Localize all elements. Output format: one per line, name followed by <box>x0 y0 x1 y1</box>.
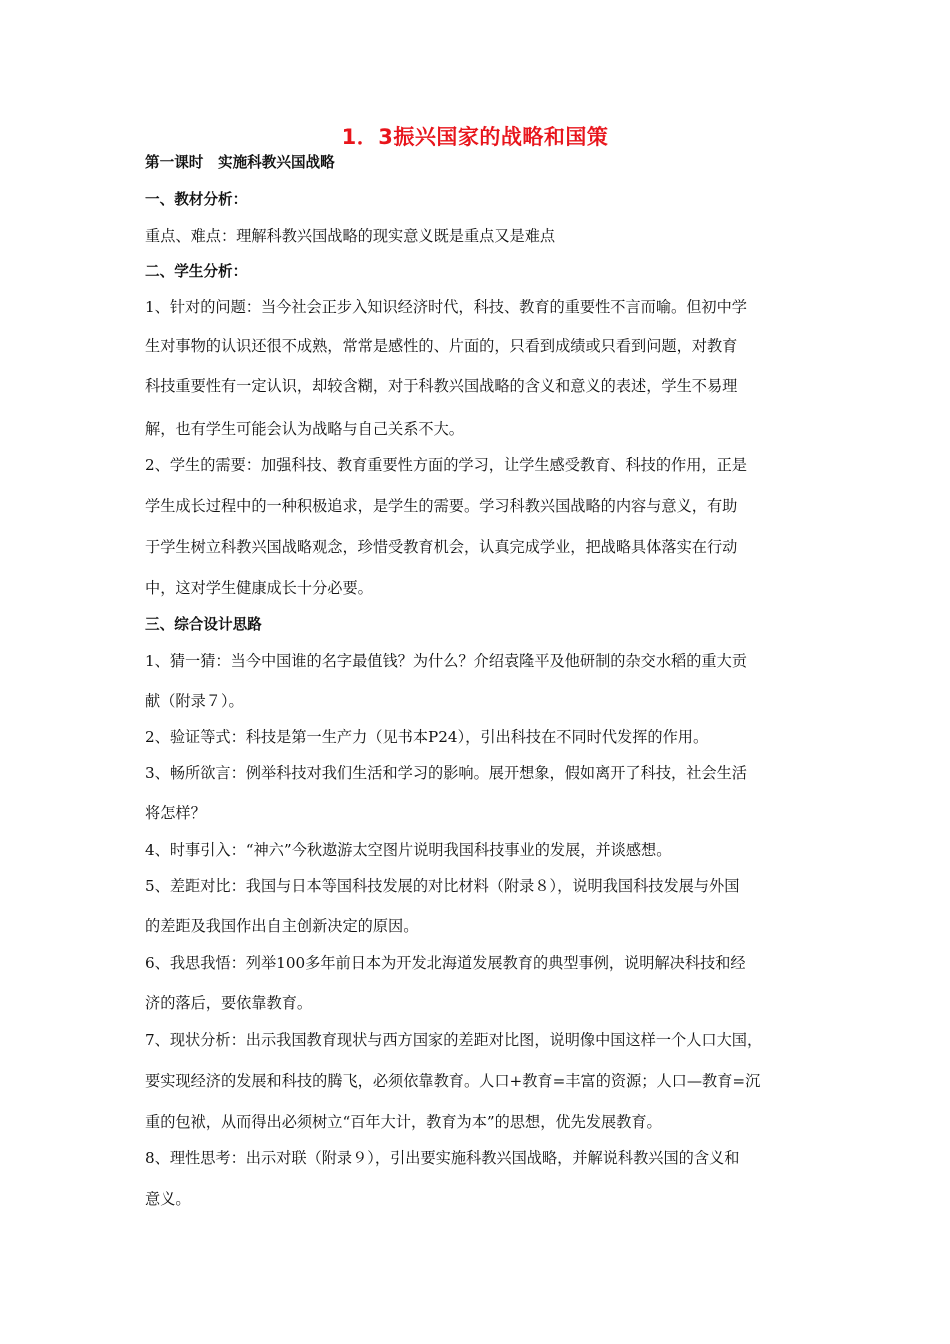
lesson-heading: 第一课时 实施科教兴国战略 <box>145 154 335 171</box>
paragraph-line: 5、差距对比：我国与日本等国科技发展的对比材料（附录８），说明我国科技发展与外国 <box>145 877 740 895</box>
document-title: 1．3振兴国家的战略和国策 <box>341 125 609 149</box>
paragraph-line: 的差距及我国作出自主创新决定的原因。 <box>145 917 419 935</box>
paragraph-line: 科技重要性有一定认识，却较含糊，对于科教兴国战略的含义和意义的表述，学生不易理 <box>145 377 738 395</box>
paragraph-line: 于学生树立科教兴国战略观念，珍惜受教育机会，认真完成学业，把战略具体落实在行动 <box>145 538 738 556</box>
paragraph-line: 学生成长过程中的一种积极追求，是学生的需要。学习科教兴国战略的内容与意义，有助 <box>145 497 738 515</box>
paragraph-line: 生对事物的认识还很不成熟，常常是感性的、片面的，只看到成绩或只看到问题，对教育 <box>145 337 738 355</box>
paragraph-line: 6、我思我悟：列举100多年前日本为开发北海道发展教育的典型事例，说明解决科技和经 <box>145 954 746 972</box>
paragraph-line: 4、时事引入：“神六”今秋遨游太空图片说明我国科技事业的发展，并谈感想。 <box>145 841 672 859</box>
paragraph-line: 2、学生的需要：加强科技、教育重要性方面的学习，让学生感受教育、科技的作用，正是 <box>145 456 747 474</box>
paragraph-line: 献（附录７）。 <box>145 692 244 710</box>
paragraph-line: 重的包袱，从而得出必须树立“百年大计，教育为本”的思想，优先发展教育。 <box>145 1113 662 1131</box>
paragraph-line: 意义。 <box>145 1190 191 1208</box>
paragraph-line: 解，也有学生可能会认为战略与自己关系不大。 <box>145 420 464 438</box>
paragraph-line: 重点、难点：理解科教兴国战略的现实意义既是重点又是难点 <box>145 227 556 245</box>
paragraph-line: 要实现经济的发展和科技的腾飞，必须依靠教育。人口+教育=丰富的资源；人口—教育=沉 <box>145 1072 761 1090</box>
paragraph-line: 8、理性思考：出示对联（附录９），引出要实施科教兴国战略，并解说科教兴国的含义和 <box>145 1149 740 1167</box>
paragraph-line: 3、畅所欲言：例举科技对我们生活和学习的影响。展开想象，假如离开了科技，社会生活 <box>145 764 747 782</box>
paragraph-line: 济的落后，要依靠教育。 <box>145 994 313 1012</box>
section-heading-textbook-analysis: 一、教材分析： <box>145 191 248 208</box>
paragraph-line: 将怎样？ <box>145 804 206 822</box>
paragraph-line: 7、现状分析：出示我国教育现状与西方国家的差距对比图，说明像中国这样一个人口大国， <box>145 1031 763 1049</box>
paragraph-line: 1、针对的问题：当今社会正步入知识经济时代，科技、教育的重要性不言而喻。但初中学 <box>145 298 747 316</box>
paragraph-line: 2、验证等式：科技是第一生产力（见书本P24），引出科技在不同时代发挥的作用。 <box>145 728 709 746</box>
section-heading-student-analysis: 二、学生分析： <box>145 263 248 280</box>
paragraph-line: 中，这对学生健康成长十分必要。 <box>145 579 373 597</box>
section-heading-design-ideas: 三、综合设计思路 <box>145 616 262 633</box>
paragraph-line: 1、猜一猜：当今中国谁的名字最值钱？为什么？介绍袁隆平及他研制的杂交水稻的重大贡 <box>145 652 747 670</box>
